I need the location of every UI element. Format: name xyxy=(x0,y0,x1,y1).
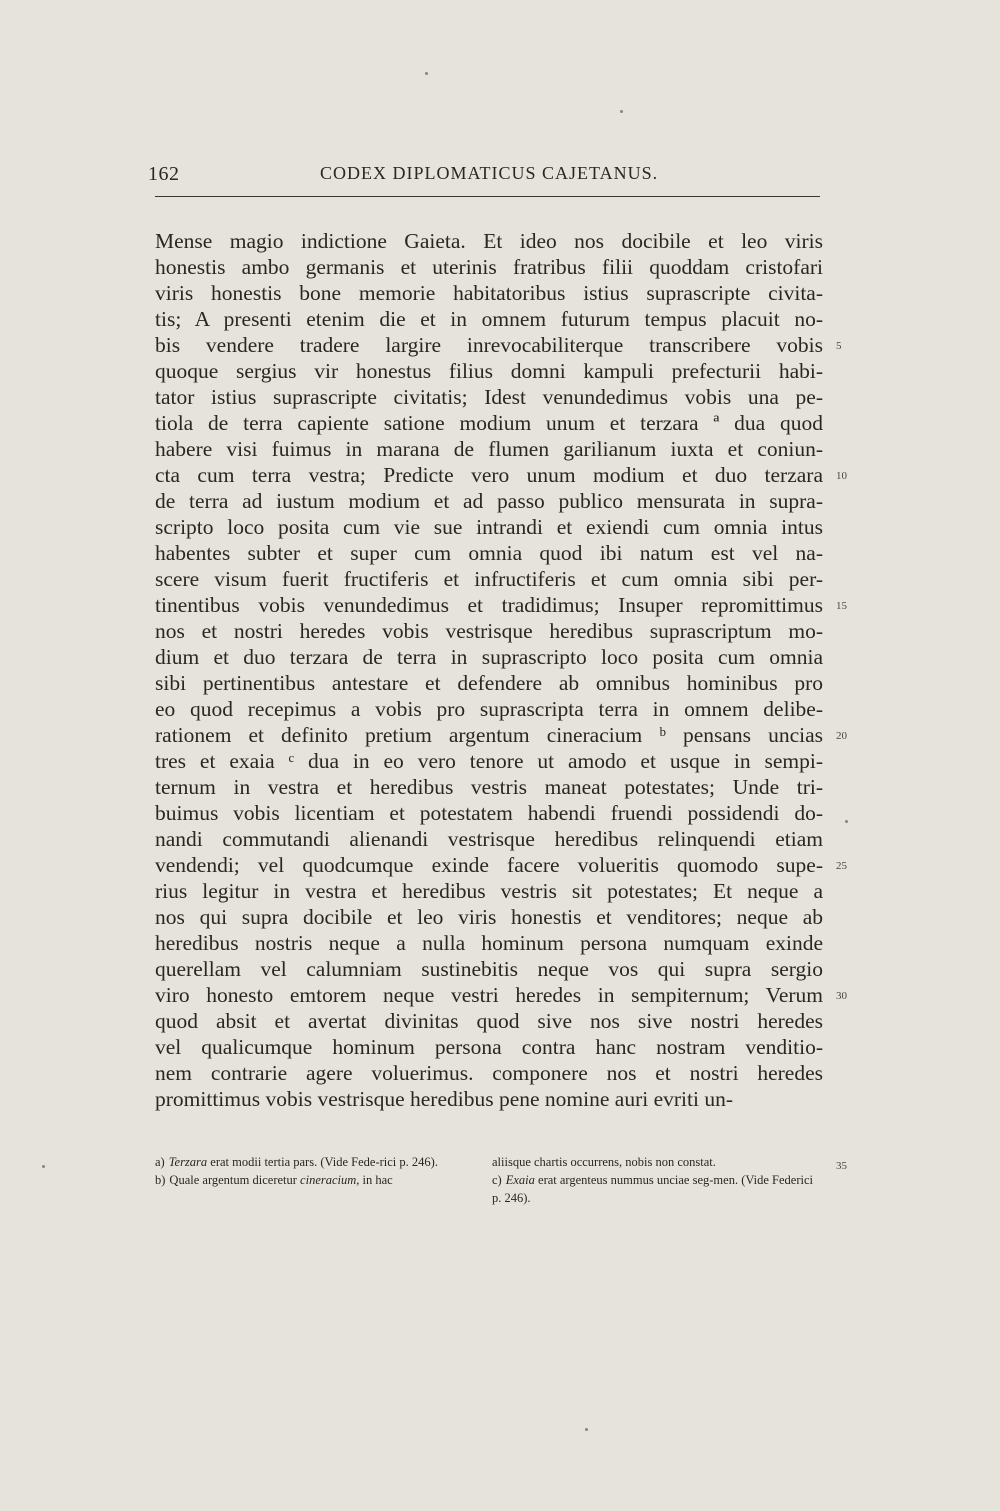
text-line: scere visum fuerit fructiferis et infructiferis et cum omnia sibi per- xyxy=(155,567,823,591)
margin-line-number: 15 xyxy=(836,600,847,612)
footnote-term: Terzara xyxy=(168,1155,208,1169)
text-line: querellam vel calumniam sustinebitis neque vos qui supra sergio xyxy=(155,957,823,981)
text-line: heredibus nostris neque a nulla hominum persona numquam exinde xyxy=(155,931,823,955)
text-line: rationem et definito pretium argentum cineracium ᵇ pensans uncias xyxy=(155,723,823,747)
footnote-mark: c) xyxy=(492,1173,502,1187)
running-title: CODEX DIPLOMATICUS CAJETANUS. xyxy=(320,163,659,183)
margin-line-number: 10 xyxy=(836,470,847,482)
paper-speck xyxy=(42,1165,45,1168)
header-rule xyxy=(155,196,820,197)
footnote-b xyxy=(155,1171,485,1189)
margin-line-number: 5 xyxy=(836,340,842,352)
footnote-b-continuation: aliisque chartis occurrens, nobis non constat. xyxy=(492,1155,716,1169)
footnote-text: in hac xyxy=(362,1173,393,1187)
text-line: viro honesto emtorem neque vestri heredes in sempiternum; Verum xyxy=(155,983,823,1007)
text-line: habere visi fuimus in marana de flumen garilianum iuxta et coniun- xyxy=(155,437,823,461)
paper-speck xyxy=(425,72,428,75)
footnote-column-right xyxy=(492,1153,822,1207)
text-line: tinentibus vobis venundedimus et tradidimus; Insuper repromittimus xyxy=(155,593,823,617)
margin-line-number: 30 xyxy=(836,990,847,1002)
text-line: Mense magio indictione Gaieta. Et ideo nos docibile et leo viris xyxy=(155,229,823,253)
text-line: tres et exaia ᶜ dua in eo vero tenore ut amodo et usque in sempi- xyxy=(155,749,823,773)
text-line: sibi pertinentibus antestare et defendere ab omnibus hominibus pro xyxy=(155,671,823,695)
footnote-a xyxy=(155,1153,485,1171)
text-line: nos qui supra docibile et leo viris honestis et venditores; neque ab xyxy=(155,905,823,929)
text-line: dium et duo terzara de terra in suprascripto loco posita cum omnia xyxy=(155,645,823,669)
footnote-text: erat argenteus nummus unciae seg-men. (Vide Federici p. 246). xyxy=(492,1173,813,1205)
footnote-mark: a) xyxy=(155,1155,165,1169)
footnote-text: erat modii tertia pars. (Vide Fede-rici p. 246). xyxy=(210,1155,438,1169)
text-line: vendendi; vel quodcumque exinde facere volueritis quomodo supe- xyxy=(155,853,823,877)
text-line: viris honestis bone memorie habitatoribus istius suprascripte civita- xyxy=(155,281,823,305)
footnote-c xyxy=(492,1171,822,1207)
text-line: tator istius suprascripte civitatis; Idest venundedimus vobis una pe- xyxy=(155,385,823,409)
footnote-column-left xyxy=(155,1153,485,1189)
paper-speck xyxy=(620,110,623,113)
text-line: buimus vobis licentiam et potestatem habendi fruendi possidendi do- xyxy=(155,801,823,825)
page-header xyxy=(148,163,820,187)
paper-speck xyxy=(585,1428,588,1431)
text-line: ternum in vestra et heredibus vestris maneat potestates; Unde tri- xyxy=(155,775,823,799)
text-line: scripto loco posita cum vie sue intrandi et exiendi cum omnia intus xyxy=(155,515,823,539)
margin-line-number: 25 xyxy=(836,860,847,872)
margin-line-number: 35 xyxy=(836,1160,847,1172)
footnote-term: cineracium, xyxy=(300,1173,360,1187)
text-line: nem contrarie agere voluerimus. componere nos et nostri heredes xyxy=(155,1061,823,1085)
text-line: bis vendere tradere largire inrevocabiliterque transcribere vobis xyxy=(155,333,823,357)
text-line: promittimus vobis vestrisque heredibus pene nomine auri evriti un- xyxy=(155,1087,734,1111)
text-line: rius legitur in vestra et heredibus vestris sit potestates; Et neque a xyxy=(155,879,823,903)
text-line: tiola de terra capiente satione modium unum et terzara ª dua quod xyxy=(155,411,823,435)
page-number: 162 xyxy=(148,163,180,185)
text-line: vel qualicumque hominum persona contra hanc nostram venditio- xyxy=(155,1035,823,1059)
text-line: nandi commutandi alienandi vestrisque heredibus relinquendi etiam xyxy=(155,827,823,851)
text-line: quoque sergius vir honestus filius domni kampuli prefecturii habi- xyxy=(155,359,823,383)
text-line: nos et nostri heredes vobis vestrisque heredibus suprascriptum mo- xyxy=(155,619,823,643)
margin-line-number: 20 xyxy=(836,730,847,742)
text-line: de terra ad iustum modium et ad passo publico mensurata in supra- xyxy=(155,489,823,513)
text-line: tis; A presenti etenim die et in omnem futurum tempus placuit no- xyxy=(155,307,823,331)
text-line: habentes subter et super cum omnia quod ibi natum est vel na- xyxy=(155,541,823,565)
paper-speck xyxy=(845,820,848,823)
text-line: quod absit et avertat divinitas quod sive nos sive nostri heredes xyxy=(155,1009,823,1033)
text-line: eo quod recepimus a vobis pro suprascripta terra in omnem delibe- xyxy=(155,697,823,721)
footnote-term: Exaia xyxy=(505,1173,535,1187)
text-line: cta cum terra vestra; Predicte vero unum modium et duo terzara xyxy=(155,463,823,487)
footnote-text: Quale argentum diceretur xyxy=(169,1173,297,1187)
charter-text xyxy=(155,228,823,1112)
text-line: honestis ambo germanis et uterinis fratribus filii quoddam cristofari xyxy=(155,255,823,279)
footnote-mark: b) xyxy=(155,1173,166,1187)
